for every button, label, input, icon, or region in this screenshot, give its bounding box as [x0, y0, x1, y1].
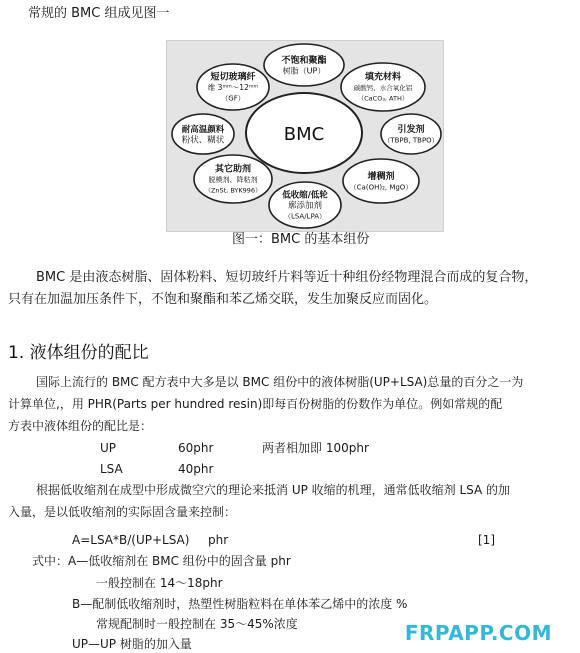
para1-line2: 只有在加温加压条件下，不饱和聚酯和苯乙烯交联，发生加聚反应而固化。 — [8, 292, 438, 307]
component-label: 树脂（UP） — [282, 66, 326, 76]
def-a: 式中：A—低收缩剂在 BMC 组份中的固含量 phr — [32, 554, 291, 568]
intro-text: 常规的 BMC 组成见图一 — [28, 6, 170, 21]
component-label: （CaCO₃, ATH） — [357, 94, 409, 103]
lsa-name: LSA — [100, 462, 123, 476]
formula-unit: phr — [208, 533, 229, 547]
center-label: BMC — [283, 124, 325, 145]
section-heading: 1. 液体组份的配比 — [8, 343, 149, 363]
section-p1-line3: 方表中液体组份的配比是： — [8, 419, 153, 433]
up-value: 60phr — [178, 441, 214, 455]
component-label: 增稠剂 — [367, 171, 395, 182]
component-label: 低收缩/低轮 — [282, 190, 328, 201]
component-label: 粉状、糊状 — [181, 135, 225, 146]
component-label: 碳酸钙、水合氧化铝 — [353, 84, 413, 92]
component-label: 廓添加剂 — [287, 201, 323, 211]
component-label: （ZnSt, BYK996） — [204, 186, 262, 195]
component-label: 填充材料 — [364, 72, 402, 83]
watermark: FRPAPP.COM — [404, 621, 552, 645]
bmc-composition-figure — [166, 40, 444, 232]
component-label: （TBPB, TBPO） — [383, 136, 439, 145]
lsa-value: 40phr — [178, 462, 214, 476]
section-p2-line1: 根据低收缩剂在成型中形成微空穴的理论来抵消 UP 收缩的机理，通常低收缩剂 LSA 的加 — [36, 483, 511, 497]
component-label: 短切玻璃纤 — [210, 72, 256, 83]
bmc-diagram — [167, 41, 443, 231]
up-note: 两者相加即 100phr — [262, 441, 369, 455]
def-b: B—配制低收缩剂时，热塑性树脂粒料在单体苯乙烯中的浓度 % — [72, 597, 408, 611]
figure-caption: 图一：BMC 的基本组份 — [232, 232, 370, 247]
component-label: 脱模剂、降粘剂 — [208, 176, 258, 184]
component-label: 维 3ᵐᵐ～12ᵐᵐ — [207, 83, 259, 92]
formula-text: A=LSA*B/(UP+LSA) — [72, 533, 190, 547]
component-label: 不饱和聚酯 — [281, 55, 327, 66]
up-name: UP — [100, 441, 117, 455]
component-label: 耐高温颜料 — [181, 124, 225, 135]
component-label: （GF） — [221, 94, 245, 103]
section-p2-line2: 入量，是以低收缩剂的实际固含量来控制： — [8, 505, 237, 519]
section-p1-line1: 国际上流行的 BMC 配方表中大多是以 BMC 组份中的液体树脂(UP+LSA)总量的百分之一为 — [36, 375, 524, 389]
component-label: 其它助剂 — [214, 164, 252, 175]
def-up: UP—UP 树脂的加入量 — [72, 637, 192, 651]
section-p1-line2: 计算单位,，用 PHR(Parts per hundred resin)即每百份树脂的份数作为单位。例如常规的配 — [8, 397, 503, 411]
formula-ref: [1] — [478, 533, 495, 547]
para1-line1: BMC 是由液态树脂、固体粉料、短切玻纤片料等近十种组份经物理混合而成的复合物， — [36, 270, 538, 285]
component-label: （LSA/LPA） — [283, 212, 327, 221]
def-a-range: 一般控制在 14～18phr — [96, 576, 223, 590]
def-b-range: 常规配制时一般控制在 35～45%浓度 — [96, 617, 298, 631]
component-label: （Ca(OH)₂, MgO） — [349, 183, 413, 192]
component-label: 引发剂 — [397, 124, 425, 135]
